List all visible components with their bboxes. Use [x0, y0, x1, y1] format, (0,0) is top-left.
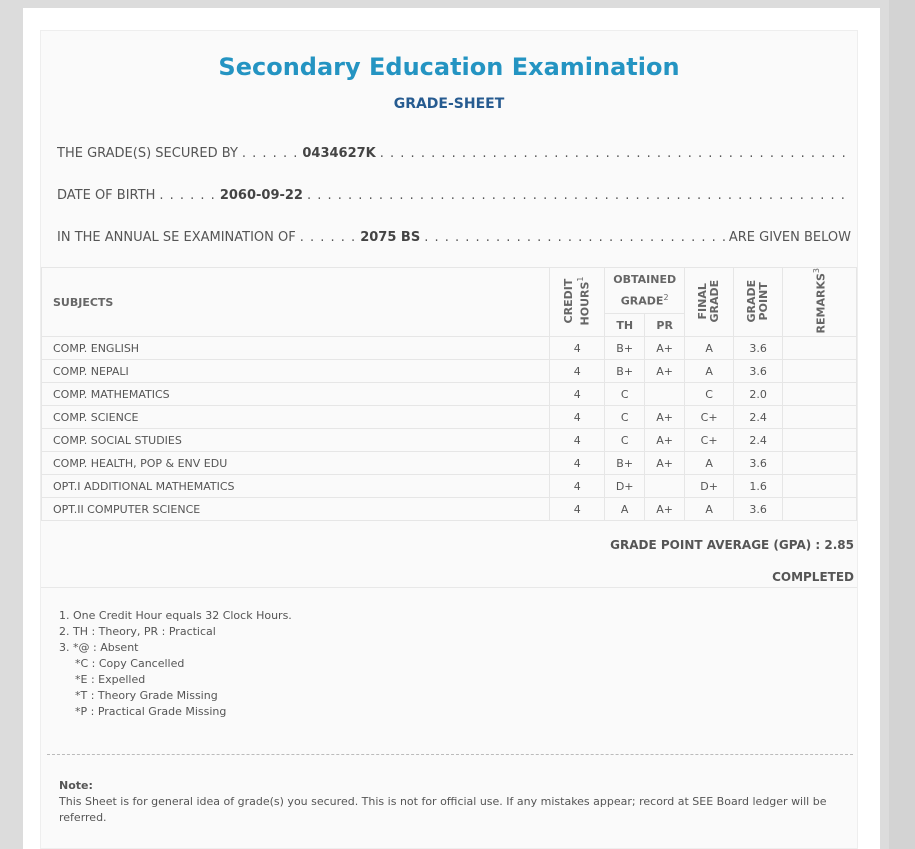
- grade-point-cell: 2.0: [734, 383, 783, 406]
- page-subtitle: GRADE-SHEET: [393, 96, 505, 112]
- subject-cell: COMP. ENGLISH: [42, 337, 550, 360]
- remarks-cell: [783, 337, 857, 360]
- final-grade-cell: C+: [685, 429, 734, 452]
- page-title: Secondary Education Examination: [218, 53, 680, 81]
- pr-grade-cell: A+: [645, 337, 685, 360]
- th-grade-cell: B+: [605, 337, 645, 360]
- scrollbar[interactable]: [889, 0, 915, 849]
- pr-grade-cell: A+: [645, 429, 685, 452]
- grade-point-cell: 3.6: [734, 337, 783, 360]
- dot-leader: [238, 146, 298, 161]
- header-th: TH: [605, 313, 645, 337]
- divider: [41, 587, 857, 588]
- credit-cell: 4: [550, 406, 605, 429]
- remarks-cell: [783, 429, 857, 452]
- footnote-item: 2. TH : Theory, PR : Practical: [59, 625, 216, 638]
- status-badge: COMPLETED: [772, 570, 854, 584]
- footnote-item: *T : Theory Grade Missing: [75, 689, 218, 702]
- remarks-cell: [783, 475, 857, 498]
- secured-by-line: [57, 144, 851, 162]
- remarks-cell: [783, 452, 857, 475]
- note-text: This Sheet is for general idea of grade(s) you secured. This is not for official use. If any mistakes appear; record at SEE Board ledger will be referred.: [59, 795, 827, 824]
- dob-label: DATE OF BIRTH: [57, 187, 156, 203]
- table-row: [42, 452, 857, 475]
- subject-cell: COMP. HEALTH, POP & ENV EDU: [42, 452, 550, 475]
- subject-cell: COMP. MATHEMATICS: [42, 383, 550, 406]
- gpa-summary: GRADE POINT AVERAGE (GPA) : 2.85: [610, 538, 854, 552]
- th-grade-cell: D+: [605, 475, 645, 498]
- credit-cell: 4: [550, 337, 605, 360]
- header-final-grade: FINAL GRADE: [685, 268, 734, 337]
- remarks-cell: [783, 406, 857, 429]
- final-grade-cell: D+: [685, 475, 734, 498]
- grade-sheet: [40, 30, 858, 849]
- final-grade-cell: A: [685, 452, 734, 475]
- final-grade-cell: C+: [685, 406, 734, 429]
- header-credit-hours: CREDIT HOURS$^1$: [550, 268, 605, 337]
- table-row: [42, 360, 857, 383]
- exam-suffix: ARE GIVEN BELOW: [728, 229, 851, 245]
- dot-leader: [155, 188, 215, 203]
- grade-point-cell: 3.6: [734, 360, 783, 383]
- th-grade-cell: C: [605, 429, 645, 452]
- header-pr: PR: [645, 313, 685, 337]
- table-row: [42, 337, 857, 360]
- table-row: [42, 498, 857, 521]
- footnotes: [59, 608, 292, 720]
- footnote-item: *P : Practical Grade Missing: [75, 705, 227, 718]
- dob-line: [57, 186, 851, 204]
- table-row: [42, 383, 857, 406]
- grade-point-cell: 2.4: [734, 429, 783, 452]
- pr-grade-cell: A+: [645, 452, 685, 475]
- final-grade-cell: C: [685, 383, 734, 406]
- grade-point-cell: 3.6: [734, 498, 783, 521]
- subject-cell: COMP. SOCIAL STUDIES: [42, 429, 550, 452]
- pr-grade-cell: [645, 475, 685, 498]
- credit-cell: 4: [550, 383, 605, 406]
- subject-cell: COMP. NEPALI: [42, 360, 550, 383]
- th-grade-cell: B+: [605, 452, 645, 475]
- note-title: Note:: [59, 779, 93, 792]
- credit-cell: 4: [550, 498, 605, 521]
- th-grade-cell: A: [605, 498, 645, 521]
- pr-grade-cell: A+: [645, 498, 685, 521]
- header-obtained-grade: OBTAINED GRADE$^2$: [605, 268, 685, 314]
- grades-table: [41, 267, 857, 521]
- subject-cell: OPT.I ADDITIONAL MATHEMATICS: [42, 475, 550, 498]
- exam-year: 2075 BS: [360, 229, 421, 245]
- footnote-item: *E : Expelled: [75, 673, 146, 686]
- th-grade-cell: C: [605, 406, 645, 429]
- subject-cell: OPT.II COMPUTER SCIENCE: [42, 498, 550, 521]
- pr-grade-cell: A+: [645, 406, 685, 429]
- credit-cell: 4: [550, 429, 605, 452]
- pr-grade-cell: A+: [645, 360, 685, 383]
- dob-value: 2060-09-22: [219, 187, 303, 203]
- table-row: [42, 475, 857, 498]
- footnote-item: 1. One Credit Hour equals 32 Clock Hours.: [59, 609, 292, 622]
- dot-leader: [424, 230, 726, 245]
- grade-point-cell: 1.6: [734, 475, 783, 498]
- header-grade-point: GRADE POINT: [734, 268, 783, 337]
- th-grade-cell: B+: [605, 360, 645, 383]
- remarks-cell: [783, 498, 857, 521]
- final-grade-cell: A: [685, 337, 734, 360]
- exam-line: [57, 228, 851, 246]
- secured-by-label: THE GRADE(S) SECURED BY: [57, 145, 238, 161]
- credit-cell: 4: [550, 452, 605, 475]
- exam-label: IN THE ANNUAL SE EXAMINATION OF: [57, 229, 296, 245]
- final-grade-cell: A: [685, 360, 734, 383]
- table-row: [42, 406, 857, 429]
- remarks-cell: [783, 360, 857, 383]
- remarks-cell: [783, 383, 857, 406]
- credit-cell: 4: [550, 360, 605, 383]
- subject-cell: COMP. SCIENCE: [42, 406, 550, 429]
- header-subjects: SUBJECTS: [42, 268, 550, 337]
- dot-leader: [307, 188, 851, 203]
- dot-leader: [296, 230, 356, 245]
- grade-point-cell: 2.4: [734, 406, 783, 429]
- final-grade-cell: A: [685, 498, 734, 521]
- table-row: [42, 429, 857, 452]
- pr-grade-cell: [645, 383, 685, 406]
- header-remarks: REMARKS$^3$: [783, 268, 857, 337]
- credit-cell: 4: [550, 475, 605, 498]
- grade-point-cell: 3.6: [734, 452, 783, 475]
- footnote-item: *C : Copy Cancelled: [75, 657, 185, 670]
- dot-leader: [380, 146, 851, 161]
- symbol-number: 0434627K: [302, 145, 376, 161]
- dashed-divider: [47, 754, 853, 755]
- th-grade-cell: C: [605, 383, 645, 406]
- footnote-item: 3. *@ : Absent: [59, 641, 139, 654]
